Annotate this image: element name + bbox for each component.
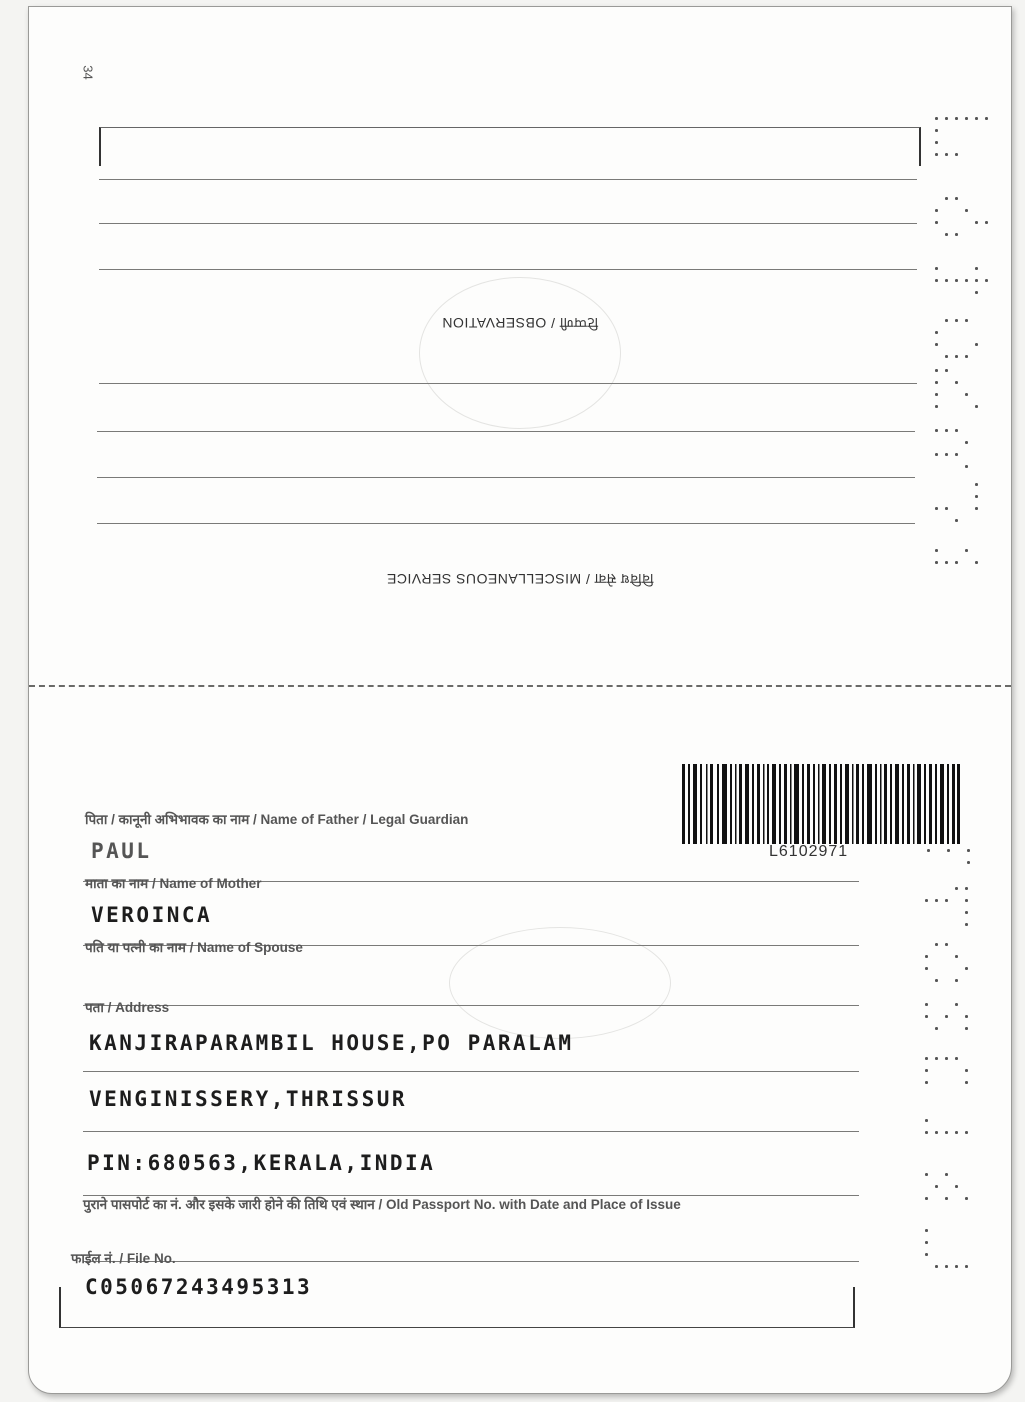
perforation-mark bbox=[933, 265, 993, 325]
perforation-mark bbox=[923, 1001, 983, 1061]
perforation-mark bbox=[923, 885, 983, 945]
mother-name-value: VEROINCA bbox=[91, 903, 213, 927]
file-number-value: C05067243495313 bbox=[85, 1275, 313, 1299]
ruled-line bbox=[97, 477, 915, 478]
old-passport-label: पुराने पासपोर्ट का नं. और इसके जारी होने की तिथि एवं स्थान / Old Passport No. with Date and Place of Issue bbox=[83, 1197, 681, 1212]
spouse-name-label: पति या पत्नी का नाम / Name of Spouse bbox=[85, 940, 303, 955]
page-number: 34 bbox=[80, 65, 96, 80]
file-number-bracket bbox=[59, 1287, 855, 1328]
perforation-mark bbox=[933, 367, 993, 427]
perforation-mark bbox=[923, 1227, 983, 1287]
perforation-mark bbox=[923, 1117, 983, 1177]
mother-name-label: माता का नाम / Name of Mother bbox=[85, 876, 262, 891]
perforation-mark bbox=[933, 547, 993, 607]
perforation-mark bbox=[933, 427, 993, 487]
emblem-watermark bbox=[419, 277, 621, 429]
ruled-line bbox=[99, 223, 917, 224]
perforation-mark bbox=[933, 195, 993, 255]
father-name-label: पिता / कानूनी अभिभावक का नाम / Name of Father / Legal Guardian bbox=[85, 812, 469, 827]
ruled-line bbox=[83, 1005, 859, 1006]
misc-service-title: विविध सेवा / MISCELLANEOUS SERVICE bbox=[386, 571, 654, 587]
ruled-line bbox=[83, 1131, 859, 1132]
ruled-line bbox=[99, 383, 917, 384]
ruled-line bbox=[83, 1071, 859, 1072]
perforation-mark bbox=[933, 481, 993, 541]
passport-page bbox=[28, 6, 1012, 1394]
observation-title: टिप्पणी / OBSERVATION bbox=[441, 315, 599, 331]
barcode-image bbox=[682, 764, 960, 844]
address-line-1: KANJIRAPARAMBIL HOUSE,PO PARALAM bbox=[89, 1031, 574, 1055]
perforation-mark bbox=[923, 1171, 983, 1231]
ruled-line bbox=[97, 523, 915, 524]
barcode-document-number: L6102971 bbox=[769, 843, 849, 860]
address-line-2: VENGINISSERY,THRISSUR bbox=[89, 1087, 408, 1111]
ruled-line bbox=[99, 179, 917, 180]
perforation-mark bbox=[933, 115, 993, 175]
father-name-value: PAUL bbox=[91, 839, 152, 863]
address-line-3: PIN:680563,KERALA,INDIA bbox=[87, 1151, 436, 1175]
file-number-label: फाईल नं. / File No. bbox=[71, 1251, 176, 1266]
ruled-line bbox=[83, 1261, 859, 1262]
emblem-watermark-lower bbox=[449, 927, 671, 1039]
page-fold bbox=[29, 685, 1011, 687]
perforation-mark bbox=[923, 941, 983, 1001]
address-label: पता / Address bbox=[85, 1000, 170, 1015]
ruled-line bbox=[97, 431, 915, 432]
perforation-mark bbox=[923, 1055, 983, 1115]
ruled-line bbox=[99, 269, 917, 270]
observation-box bbox=[99, 127, 921, 166]
